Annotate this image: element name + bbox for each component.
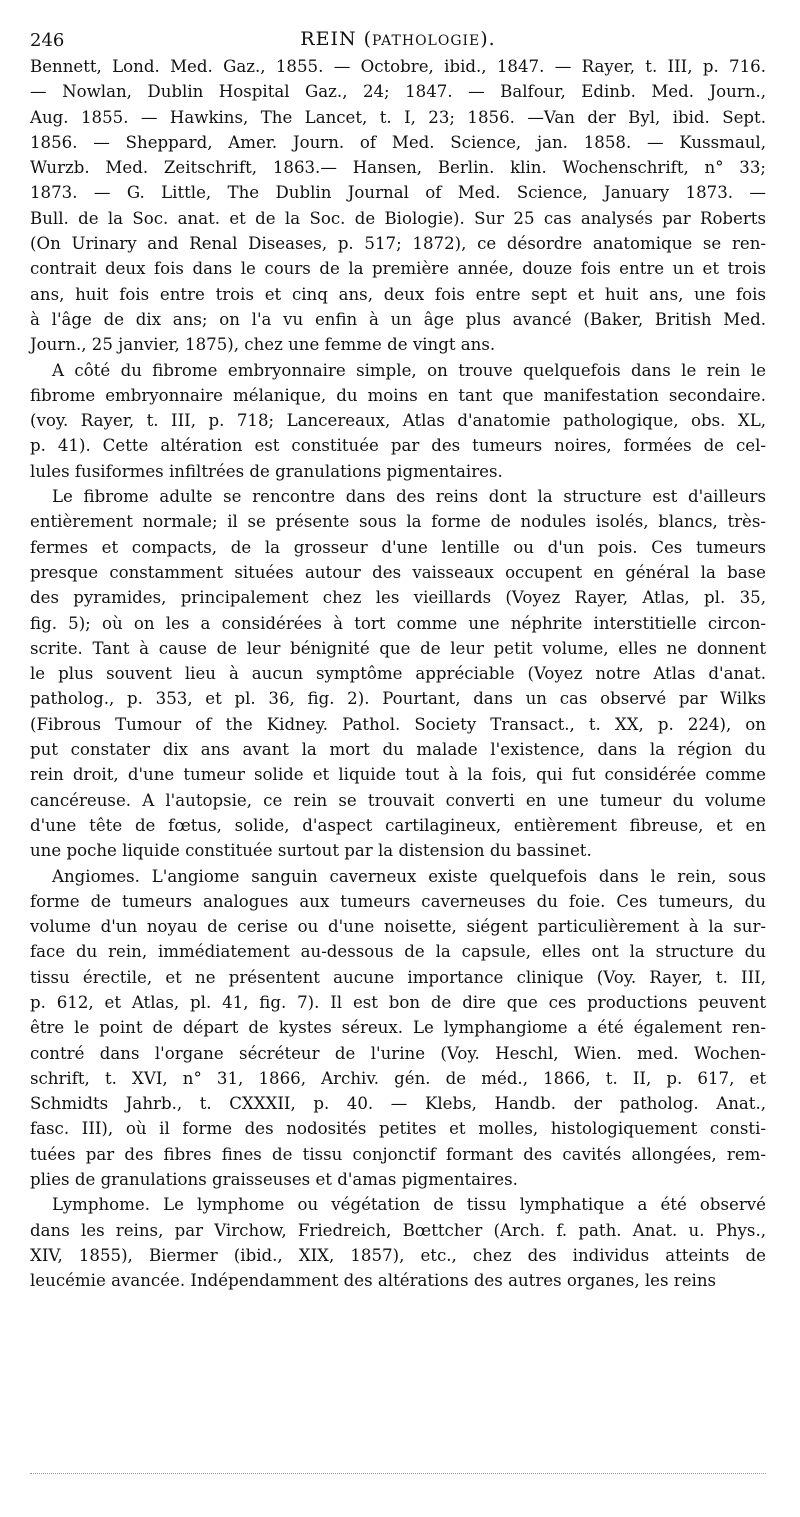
text-line: Le fibrome adulte se rencontre dans des reins dont la structure est d'ailleurs [52, 487, 766, 507]
text-line: p. 41). Cette altération est constituée par des tumeurs noires, formées de cel- [30, 436, 766, 456]
text-line: plies de granulations graisseuses et d'amas pigmentaires. [30, 1170, 518, 1190]
text-line: Wurzb. Med. Zeitschrift, 1863.— Hansen, Berlin. klin. Wochenschrift, n° 33; [30, 158, 766, 178]
text-line: fasc. III), où il forme des nodosités petites et molles, histologiquement consti- [30, 1119, 766, 1139]
text-line: Aug. 1855. — Hawkins, The Lancet, t. I, 23; 1856. —Van der Byl, ibid. Sept. [30, 107, 766, 127]
running-header [30, 24, 766, 54]
text-line: Angiomes. L'angiome sanguin caverneux existe quelquefois dans le rein, sous [52, 866, 766, 886]
text-line: (Fibrous Tumour of the Kidney. Pathol. Society Transact., t. XX, p. 224), on [30, 714, 766, 734]
text-line: — Nowlan, Dublin Hospital Gaz., 24; 1847. — Balfour, Edinb. Med. Journ., [30, 82, 766, 102]
text-line: (voy. Rayer, t. III, p. 718; Lancereaux, Atlas d'anatomie pathologique, obs. XL, [30, 411, 766, 431]
text-line: schrift, t. XVI, n° 31, 1866, Archiv. gén. de méd., 1866, t. II, p. 617, et [30, 1068, 766, 1088]
text-line: XIV, 1855), Biermer (ibid., XIX, 1857), etc., chez des individus atteints de [30, 1245, 766, 1265]
text-line: fig. 5); où on les a considérées à tort comme une néphrite interstitielle circon- [30, 613, 766, 633]
text-line: scrite. Tant à cause de leur bénignité que de leur petit volume, elles ne donnent [30, 638, 766, 658]
text-line: tissu érectile, et ne présentent aucune importance clinique (Voy. Rayer, t. III, [30, 967, 766, 987]
running-title [30, 28, 766, 50]
text-line: volume d'un noyau de cerise ou d'une noisette, siégent particulièrement à la sur- [30, 917, 766, 937]
text-line: lules fusiformes infiltrées de granulations pigmentaires. [30, 461, 503, 481]
text-line: presque constamment situées autour des vaisseaux occupent en général la base [30, 562, 766, 582]
text-line: cancéreuse. A l'autopsie, ce rein se trouvait converti en une tumeur du volume [30, 790, 766, 810]
text-line: A côté du fibrome embryonnaire simple, on trouve quelquefois dans le rein le [52, 360, 766, 380]
footer-rule [30, 1473, 766, 1474]
text-line: Journ., 25 janvier, 1875), chez une femme de vingt ans. [30, 335, 496, 355]
page-number: 246 [30, 30, 65, 51]
text-line: être le point de départ de kystes séreux. Le lymphangiome a été également ren- [30, 1018, 766, 1038]
text-line: fermes et compacts, de la grosseur d'une lentille ou d'un pois. Ces tumeurs [30, 537, 766, 557]
text-line: (On Urinary and Renal Diseases, p. 517; 1872), ce désordre anatomique se ren- [30, 234, 766, 254]
text-line: patholog., p. 353, et pl. 36, fig. 2). Pourtant, dans un cas observé par Wilks [30, 689, 766, 709]
text-line: p. 612, et Atlas, pl. 41, fig. 7). Il est bon de dire que ces productions peuvent [30, 992, 766, 1012]
text-line: entièrement normale; il se présente sous la forme de nodules isolés, blancs, très- [30, 512, 766, 532]
text-line: contrait deux fois dans le cours de la première année, douze fois entre un et trois [30, 259, 766, 279]
text-line: leucémie avancée. Indépendamment des altérations des autres organes, les reins [30, 1271, 717, 1291]
text-line: à l'âge de dix ans; on l'a vu enfin à un âge plus avancé (Baker, British Med. [30, 309, 766, 329]
text-line: dans les reins, par Virchow, Friedreich, Bœttcher (Arch. f. path. Anat. u. Phys., [30, 1220, 766, 1240]
running-title-main: REIN ( [300, 28, 373, 50]
text-line: Lymphome. Le lymphome ou végétation de tissu lymphatique a été observé [52, 1195, 766, 1215]
text-line: d'une tête de fœtus, solide, d'aspect cartilagineux, entièrement fibreuse, et en [30, 815, 766, 835]
text-line: tuées par des fibres fines de tissu conjonctif formant des cavités allongées, rem- [30, 1144, 766, 1164]
text-line: Bennett, Lond. Med. Gaz., 1855. — Octobre, ibid., 1847. — Rayer, t. III, p. 716. [30, 57, 766, 76]
running-title-small: PATHOLOGIE [372, 33, 481, 49]
body-text [30, 54, 766, 1294]
text-line: une poche liquide constituée surtout par la distension du bassinet. [30, 841, 592, 861]
text-line: le plus souvent lieu à aucun symptôme appréciable (Voyez notre Atlas d'anat. [30, 664, 766, 684]
text-line: ans, huit fois entre trois et cinq ans, deux fois entre sept et huit ans, une fois [30, 284, 766, 304]
text-line: rein droit, d'une tumeur solide et liquide tout à la fois, qui fut considérée comme [30, 765, 766, 785]
text-line: 1856. — Sheppard, Amer. Journ. of Med. Science, jan. 1858. — Kussmaul, [30, 132, 766, 152]
text-line: put constater dix ans avant la mort du malade l'existence, dans la région du [30, 740, 766, 760]
text-line: forme de tumeurs analogues aux tumeurs caverneuses du foie. Ces tumeurs, du [30, 891, 766, 911]
text-line: 1873. — G. Little, The Dublin Journal of Med. Science, January 1873. — [30, 183, 766, 203]
text-line: contré dans l'organe sécréteur de l'urine (Voy. Heschl, Wien. med. Wochen- [30, 1043, 766, 1063]
text-line: des pyramides, principalement chez les vieillards (Voyez Rayer, Atlas, pl. 35, [30, 588, 766, 608]
text-line: Bull. de la Soc. anat. et de la Soc. de Biologie). Sur 25 cas analysés par Roberts [30, 208, 766, 228]
text-line: fibrome embryonnaire mélanique, du moins en tant que manifestation secondaire. [30, 385, 766, 405]
running-title-end: ). [480, 28, 496, 50]
text-line: face du rein, immédiatement au-dessous de la capsule, elles ont la structure du [30, 942, 766, 962]
text-line: Schmidts Jahrb., t. CXXXII, p. 40. — Klebs, Handb. der patholog. Anat., [30, 1094, 766, 1114]
